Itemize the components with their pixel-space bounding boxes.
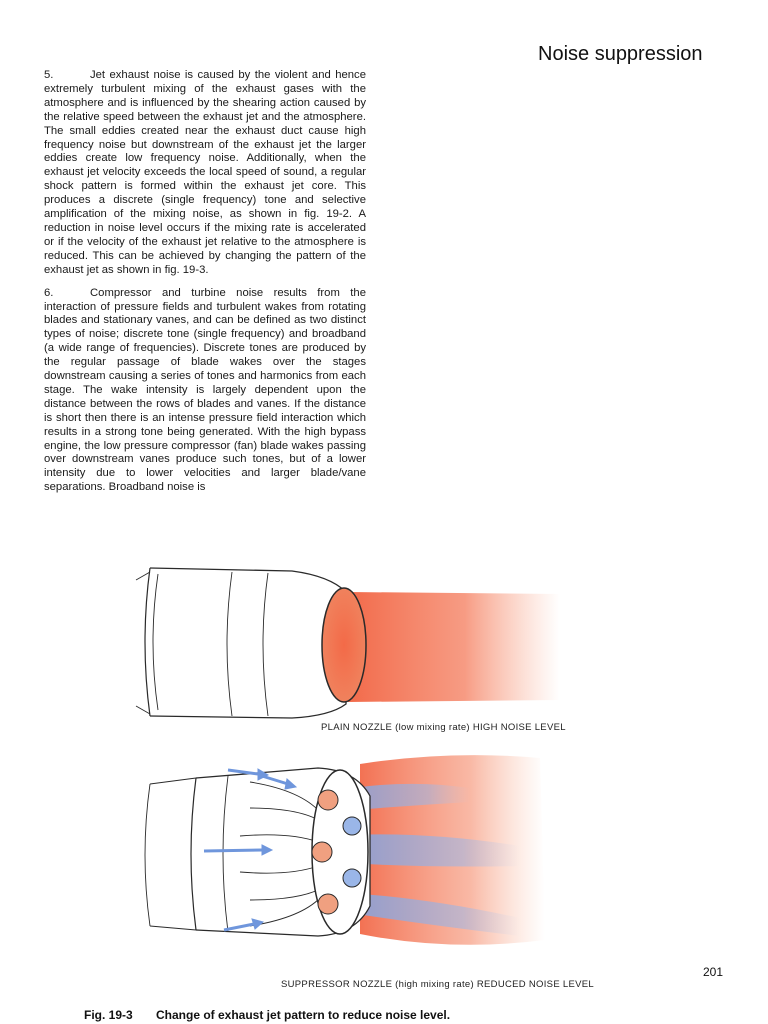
paragraph-number: 5. [44,69,54,81]
page-title: Noise suppression [538,43,703,65]
plain-exhaust-plume [348,592,560,702]
paragraph-text: Compressor and turbine noise results from the interaction of pressure fields and turbulent wakes from rotating blades and stationary vanes, and can be defined as two distinct types of noise; discrete tone (single frequency) and broadband (a wide range of frequencies). Discrete tones are produced by the regular passage of blade wakes over the stages downstream causing a series of tones and harmonics from each stage. The wake intensity is largely dependent upon the distance between the rows of blades and vanes. If the distance is short then there is an intense pressure field interaction which results in a strong tone being generated. With the high bypass engine, the low pressure compressor (fan) blade wakes passing over downstream vanes produce such tones, but of a lower intensity due to lower velocities and larger blade/vane separations. Broadband noise is [44,286,366,494]
page-number: 201 [703,965,724,979]
plain-nozzle-caption: PLAIN NOZZLE (low mixing rate) HIGH NOISE LEVEL [321,722,566,733]
suppressor-nozzle [145,755,545,945]
figure-caption [84,1008,450,1022]
paragraph-text: Jet exhaust noise is caused by the violent and hence extremely turbulent mixing of the exhaust gases with the atmosphere and is influenced by the shearing action caused by the relative speed between the exhaust jet and the atmosphere. The small eddies created near the exhaust duct cause high frequency noise but downstream of the exhaust jet the larger eddies create low frequency noise. Additionally, when the exhaust jet velocity exceeds the local speed of sound, a regular shock pattern is formed within the exhaust jet core. This produces a discrete (single frequency) tone and selective amplification of the mixing noise, as shown in fig. 19-2. A reduction in noise level occurs if the mixing rate is accelerated or if the velocity of the exhaust jet relative to the atmosphere is reduced. This can be achieved by changing the pattern of the exhaust jet as shown in fig. 19-3. [44,69,366,276]
plain-nozzle-body [150,568,346,718]
paragraph-number: 6. [44,286,54,299]
figure-caption-text: Change of exhaust jet pattern to reduce noise level. [156,1008,451,1022]
plain-nozzle-exit [322,588,366,702]
plain-nozzle [136,568,560,718]
suppressor-nozzle-caption: SUPPRESSOR NOZZLE (high mixing rate) REDUCED NOISE LEVEL [281,979,594,990]
figure-number: Fig. 19-3 [84,1008,133,1022]
